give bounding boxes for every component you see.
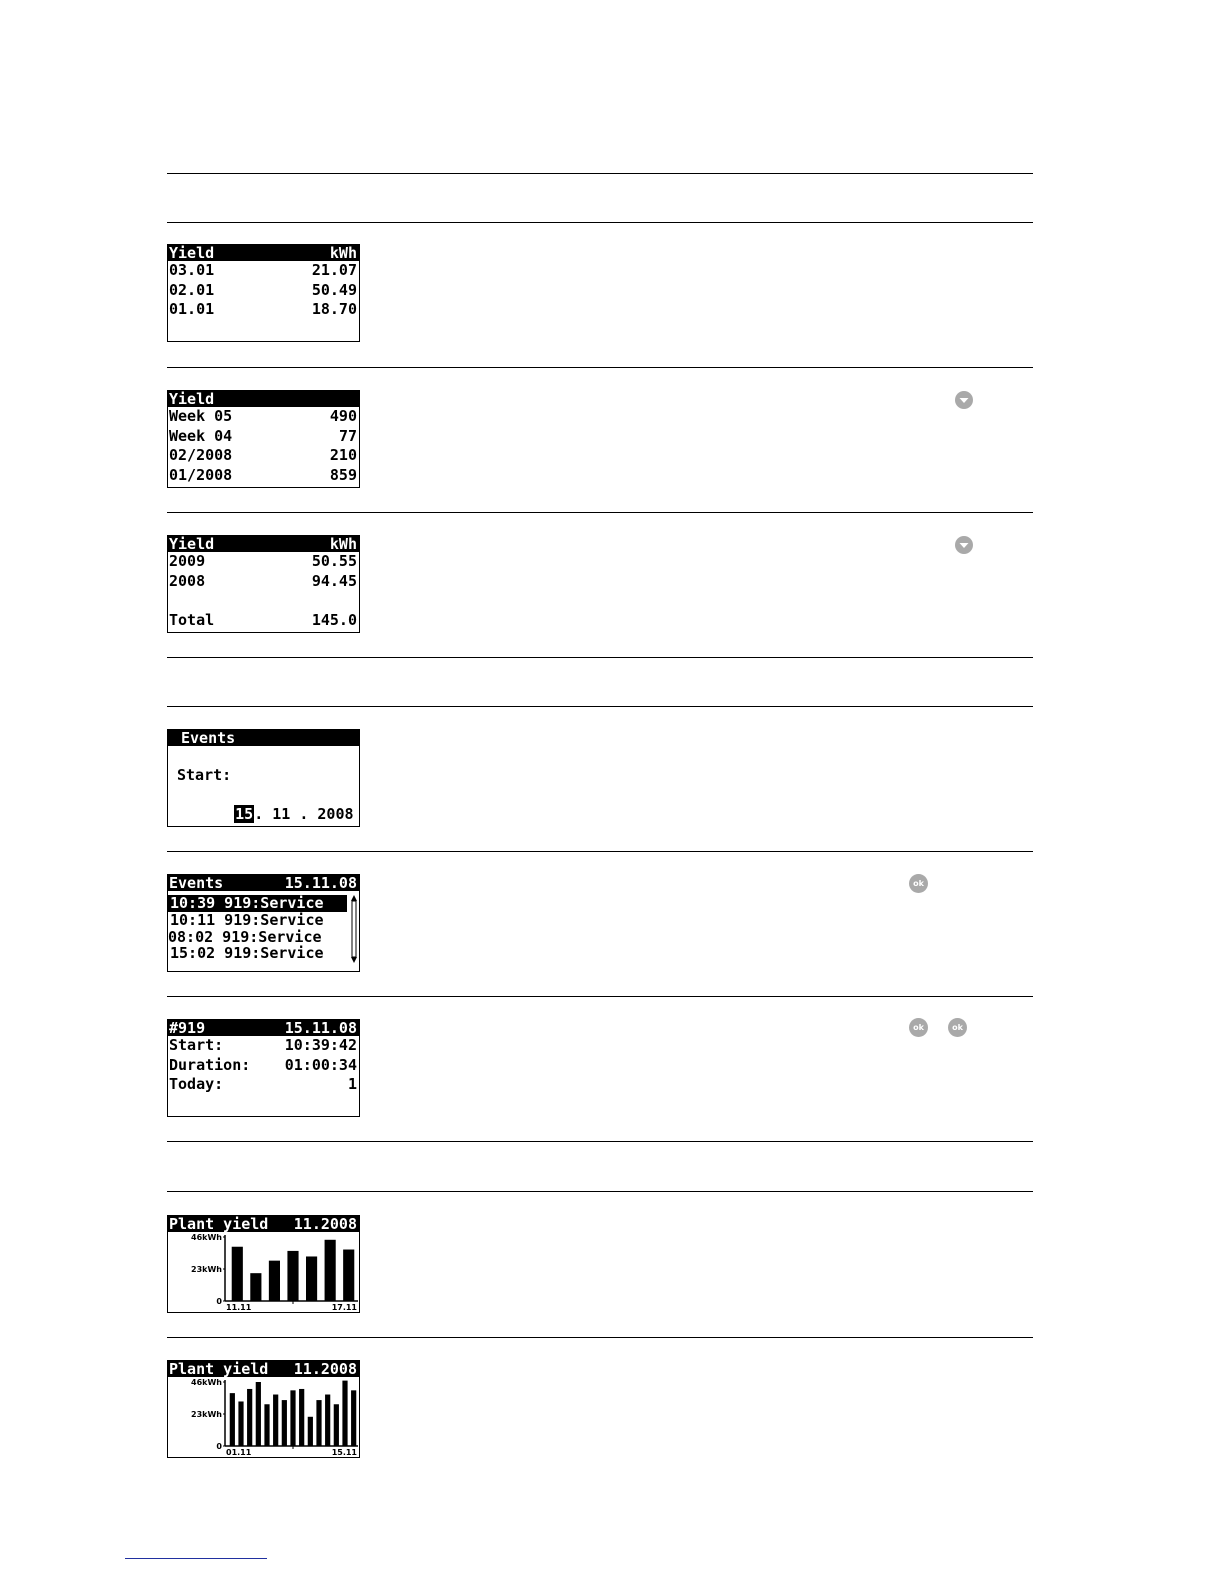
day-field-selected[interactable]: 15 [235,804,254,823]
date-rest: . 11 . 2008 [254,804,354,823]
chart-bar [351,1390,356,1446]
y-tick-label: 46kWh [191,1233,222,1242]
chart-bar [256,1382,261,1446]
row-value: 18.70 [311,300,357,319]
scrollbar[interactable] [351,895,357,963]
chart-bar [250,1273,261,1301]
chart-bar [325,1240,336,1301]
lcd-plant-yield-month [167,1360,360,1458]
x-tick-label: 11.11 [226,1303,252,1312]
chart-bar [269,1261,280,1301]
footer-rule [125,1558,267,1559]
lcd-date: 15.11.08 [284,874,357,892]
list-item [168,427,359,447]
chart-bar [273,1395,278,1446]
total-label: Total [169,610,215,629]
separator-line [167,706,1033,707]
list-item [168,407,359,427]
row-label: Duration: [169,1055,251,1074]
y-tick-label: 0 [216,1297,222,1306]
start-date[interactable] [168,785,359,823]
y-tick-label: 23kWh [191,1410,222,1419]
ok-button[interactable]: ok [948,1018,967,1037]
separator-line [167,1191,1033,1192]
lcd-plant-yield-week [167,1215,360,1313]
row-label: 03.01 [169,261,215,279]
lcd-header [168,875,359,891]
bar-chart [168,1377,359,1457]
chart-bar [287,1251,298,1301]
row-label: 02.01 [169,280,215,299]
lcd-header [168,1361,359,1377]
row-value: 859 [329,465,357,484]
row-label: Start: [169,1036,224,1054]
lcd-yield-daily [167,244,360,342]
separator-line [167,367,1033,368]
separator-line [167,512,1033,513]
list-item [168,552,359,572]
lcd-header [168,1216,359,1232]
chart-bar [282,1400,287,1446]
lcd-title: Events [181,729,236,747]
row-label: 01.01 [169,300,215,319]
chart-bar [316,1400,321,1446]
separator-line [167,1141,1033,1142]
list-item [168,466,359,486]
y-tick-label: 46kWh [191,1378,222,1387]
list-item [168,261,359,281]
lcd-date: 15.11.08 [284,1019,357,1037]
row-value: 1 [347,1075,357,1094]
row-value: 10:39:42 [284,1036,357,1054]
chart-subtitle: 11.2008 [293,1215,357,1233]
chart-bar [334,1404,339,1446]
list-item [168,446,359,466]
ok-button[interactable]: ok [909,874,928,893]
lcd-title: Yield [169,244,215,262]
chart-bar [230,1393,235,1446]
ok-button[interactable]: ok [909,1018,928,1037]
chart-subtitle: 11.2008 [293,1360,357,1378]
y-tick-label: 0 [216,1442,222,1451]
separator-line [167,851,1033,852]
separator-line [167,222,1033,223]
list-item [168,1075,359,1095]
row-value: 94.45 [311,571,357,590]
row-label: 2008 [169,571,206,590]
total-row [168,611,359,631]
row-value: 210 [329,446,357,465]
row-label: Week 04 [169,426,233,445]
list-item [168,1036,359,1056]
chart-bar [342,1381,347,1446]
list-item [168,1056,359,1076]
x-tick-label: 01.11 [226,1448,252,1457]
row-value: 01:00:34 [284,1055,357,1074]
x-tick-label: 17.11 [331,1303,357,1312]
list-item [168,572,359,592]
separator-line [167,657,1033,658]
chart-title: Plant yield [169,1360,269,1378]
separator-line [167,996,1033,997]
x-tick-label: 15.11 [331,1448,357,1457]
lcd-unit: kWh [329,535,357,553]
row-label: Today: [169,1075,224,1094]
chart-title: Plant yield [169,1215,269,1233]
chart-bar [343,1250,354,1301]
row-label: 02/2008 [169,446,233,465]
list-item[interactable]: 15:02 919:Service [170,944,324,963]
chart-bar [308,1417,313,1446]
list-item[interactable]: 08:02 919:Service [168,927,322,946]
lcd-yield-periods [167,390,360,488]
lcd-header [168,1020,359,1036]
lcd-unit: kWh [329,244,357,262]
y-tick-label: 23kWh [191,1265,222,1274]
chart-bar [299,1389,304,1446]
lcd-yield-years [167,535,360,633]
chart-bar [247,1389,252,1446]
lcd-title: #919 [169,1019,206,1037]
separator-line [167,173,1033,174]
total-value: 145.0 [311,610,357,629]
list-item [168,281,359,301]
chart-bar [290,1390,295,1446]
row-value: 50.49 [311,280,357,299]
lcd-header [168,391,359,407]
row-value: 490 [329,407,357,425]
chart-bar [238,1401,243,1446]
chart-bar [325,1395,330,1446]
bar-chart [168,1232,359,1312]
lcd-title: Yield [169,535,215,553]
lcd-events-list [167,874,360,972]
lcd-header [168,730,359,746]
separator-line [167,1337,1033,1338]
row-value: 50.55 [311,552,357,570]
list-item[interactable]: 10:11 919:Service [170,910,324,929]
lcd-title: Events [169,874,224,892]
row-label: Week 05 [169,407,233,425]
list-item [168,300,359,320]
row-label: 2009 [169,552,206,570]
chevron-down-icon[interactable] [955,536,973,554]
chart-bar [264,1404,269,1446]
chevron-down-icon[interactable] [955,391,973,409]
lcd-header [168,536,359,552]
list-item-selected[interactable]: 10:39 919:Service [168,895,347,912]
start-label: Start: [177,765,232,784]
chart-bar [232,1247,243,1301]
row-value: 21.07 [311,261,357,279]
lcd-events-start [167,729,360,827]
row-label: 01/2008 [169,465,233,484]
chart-bar [306,1256,317,1301]
lcd-event-detail [167,1019,360,1117]
row-value: 77 [338,426,357,445]
lcd-header [168,245,359,261]
lcd-title: Yield [169,390,215,408]
